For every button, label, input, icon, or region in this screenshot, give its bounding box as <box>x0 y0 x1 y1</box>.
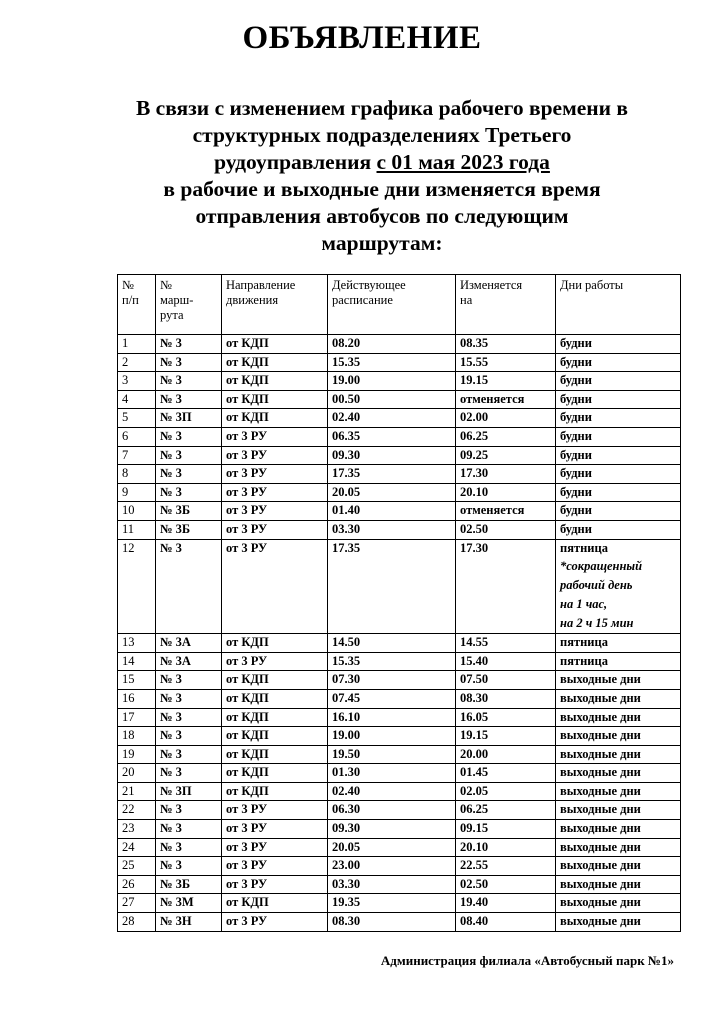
table-row <box>118 372 681 391</box>
cell-new-time: 17.30 <box>456 539 556 634</box>
cell-new-time: 19.15 <box>456 372 556 391</box>
cell-number: 22 <box>118 801 156 820</box>
table-row <box>118 913 681 932</box>
cell-current-time: 14.50 <box>328 634 456 653</box>
cell-new-time: 22.55 <box>456 857 556 876</box>
cell-new-time: 02.00 <box>456 409 556 428</box>
cell-route: № 3 <box>156 671 222 690</box>
cell-route: № 3 <box>156 483 222 502</box>
cell-new-time: 06.25 <box>456 427 556 446</box>
cell-direction: от 3 РУ <box>222 913 328 932</box>
cell-number: 7 <box>118 446 156 465</box>
cell-number: 21 <box>118 782 156 801</box>
cell-route: № 3 <box>156 764 222 783</box>
cell-route: № 3 <box>156 689 222 708</box>
cell-direction: от 3 РУ <box>222 838 328 857</box>
cell-direction: от КДП <box>222 353 328 372</box>
shortened-day-note: на 1 час, <box>560 597 608 612</box>
cell-workdays: выходные дни <box>556 894 681 913</box>
cell-current-time: 01.40 <box>328 502 456 521</box>
cell-number: 6 <box>118 427 156 446</box>
cell-direction: от 3 РУ <box>222 820 328 839</box>
cell-route: № 3 <box>156 857 222 876</box>
cell-route: № 3А <box>156 634 222 653</box>
cell-route: № 3 <box>156 390 222 409</box>
cell-workdays: будни <box>556 446 681 465</box>
cell-number: 19 <box>118 745 156 764</box>
cell-workdays: будни <box>556 465 681 484</box>
cell-route: № 3 <box>156 838 222 857</box>
cell-number: 26 <box>118 875 156 894</box>
table-row <box>118 634 681 653</box>
cell-current-time: 07.30 <box>328 671 456 690</box>
cell-new-time: 01.45 <box>456 764 556 783</box>
signature-footer: Администрация филиала «Автобусный парк №1» <box>380 953 674 968</box>
cell-new-time: 06.25 <box>456 801 556 820</box>
cell-current-time: 01.30 <box>328 764 456 783</box>
cell-route: № 3Б <box>156 520 222 539</box>
cell-direction: от 3 РУ <box>222 875 328 894</box>
cell-direction: от КДП <box>222 372 328 391</box>
cell-new-time: 08.35 <box>456 335 556 354</box>
table-row <box>118 857 681 876</box>
cell-current-time: 19.00 <box>328 372 456 391</box>
cell-number: 15 <box>118 671 156 690</box>
cell-current-time: 08.30 <box>328 913 456 932</box>
cell-workdays: выходные дни <box>556 857 681 876</box>
cell-route: № 3П <box>156 409 222 428</box>
table-row <box>118 875 681 894</box>
cell-number: 24 <box>118 838 156 857</box>
cell-direction: от 3 РУ <box>222 801 328 820</box>
cell-new-time: 15.55 <box>456 353 556 372</box>
shortened-day-note: *сокращенный <box>560 559 643 574</box>
cell-direction: от КДП <box>222 782 328 801</box>
cell-number: 9 <box>118 483 156 502</box>
cell-new-time: 17.30 <box>456 465 556 484</box>
cell-direction: от 3 РУ <box>222 427 328 446</box>
cell-new-time: 20.00 <box>456 745 556 764</box>
cell-new-time: 16.05 <box>456 708 556 727</box>
cell-workdays: будни <box>556 353 681 372</box>
cell-workdays: выходные дни <box>556 727 681 746</box>
header-number: № п/п <box>118 275 156 335</box>
table-row <box>118 427 681 446</box>
cell-current-time: 23.00 <box>328 857 456 876</box>
table-row <box>118 894 681 913</box>
cell-workdays: выходные дни <box>556 782 681 801</box>
cell-workdays: будни <box>556 335 681 354</box>
header-changed-to: Изменяется на <box>456 275 556 335</box>
cell-current-time: 15.35 <box>328 353 456 372</box>
cell-route: № 3 <box>156 708 222 727</box>
cell-number: 1 <box>118 335 156 354</box>
cell-workdays: выходные дни <box>556 838 681 857</box>
table-body <box>118 335 681 932</box>
cell-workdays: выходные дни <box>556 913 681 932</box>
header-direction: Направление движения <box>222 275 328 335</box>
cell-route: № 3М <box>156 894 222 913</box>
cell-route: № 3Б <box>156 875 222 894</box>
cell-route: № 3 <box>156 427 222 446</box>
cell-direction: от КДП <box>222 764 328 783</box>
cell-direction: от КДП <box>222 390 328 409</box>
cell-workdays: пятница <box>556 634 681 653</box>
cell-number: 20 <box>118 764 156 783</box>
cell-current-time: 08.20 <box>328 335 456 354</box>
cell-route: № 3 <box>156 446 222 465</box>
cell-new-time: 09.25 <box>456 446 556 465</box>
cell-route: № 3 <box>156 372 222 391</box>
cell-new-time: отменяется <box>456 502 556 521</box>
cell-current-time: 02.40 <box>328 409 456 428</box>
cell-number: 17 <box>118 708 156 727</box>
cell-number: 18 <box>118 727 156 746</box>
cell-direction: от КДП <box>222 745 328 764</box>
header-workdays: Дни работы <box>556 275 681 335</box>
cell-new-time: 08.40 <box>456 913 556 932</box>
cell-new-time: 19.15 <box>456 727 556 746</box>
intro-line: В связи с изменением графика рабочего времени в <box>135 96 629 120</box>
intro-line: отправления автобусов по следующим <box>195 204 569 228</box>
cell-direction: от КДП <box>222 727 328 746</box>
cell-new-time: 02.50 <box>456 520 556 539</box>
cell-workdays: пятница <box>556 652 681 671</box>
cell-route: № 3 <box>156 820 222 839</box>
intro-line-part: рудоуправления <box>214 150 377 174</box>
cell-new-time: 19.40 <box>456 894 556 913</box>
cell-number: 11 <box>118 520 156 539</box>
shortened-day-note: рабочий день <box>560 578 633 593</box>
cell-route: № 3 <box>156 745 222 764</box>
cell-number: 28 <box>118 913 156 932</box>
cell-new-time: 08.30 <box>456 689 556 708</box>
table-row <box>118 465 681 484</box>
cell-workdays: выходные дни <box>556 689 681 708</box>
cell-number: 10 <box>118 502 156 521</box>
cell-current-time: 03.30 <box>328 520 456 539</box>
cell-number: 12 <box>118 539 156 634</box>
schedule-table <box>117 274 681 932</box>
cell-new-time: 07.50 <box>456 671 556 690</box>
table-row <box>118 353 681 372</box>
cell-route: № 3Б <box>156 502 222 521</box>
cell-current-time: 09.30 <box>328 820 456 839</box>
cell-current-time: 17.35 <box>328 465 456 484</box>
cell-workdays-label: пятница <box>560 540 608 555</box>
table-row <box>118 782 681 801</box>
cell-number: 2 <box>118 353 156 372</box>
page-title: ОБЪЯВЛЕНИЕ <box>242 20 482 56</box>
cell-workdays: будни <box>556 483 681 502</box>
cell-new-time: 20.10 <box>456 838 556 857</box>
cell-new-time: 14.55 <box>456 634 556 653</box>
cell-number: 3 <box>118 372 156 391</box>
cell-number: 16 <box>118 689 156 708</box>
cell-workdays: будни <box>556 520 681 539</box>
intro-line <box>80 149 684 176</box>
cell-workdays: выходные дни <box>556 764 681 783</box>
cell-workdays: выходные дни <box>556 875 681 894</box>
cell-direction: от 3 РУ <box>222 520 328 539</box>
cell-current-time: 19.50 <box>328 745 456 764</box>
cell-direction: от КДП <box>222 708 328 727</box>
cell-workdays: выходные дни <box>556 708 681 727</box>
cell-current-time: 03.30 <box>328 875 456 894</box>
table-row <box>118 745 681 764</box>
cell-workdays: будни <box>556 427 681 446</box>
cell-direction: от КДП <box>222 671 328 690</box>
cell-new-time: 02.05 <box>456 782 556 801</box>
intro-line: маршрутам: <box>321 231 443 255</box>
cell-new-time: 09.15 <box>456 820 556 839</box>
effective-date: с 01 мая 2023 года <box>376 150 550 174</box>
cell-number: 14 <box>118 652 156 671</box>
cell-current-time: 17.35 <box>328 539 456 634</box>
cell-new-time: 20.10 <box>456 483 556 502</box>
cell-route: № 3А <box>156 652 222 671</box>
cell-current-time: 09.30 <box>328 446 456 465</box>
cell-direction: от КДП <box>222 634 328 653</box>
cell-route: № 3Н <box>156 913 222 932</box>
table-header-row <box>118 275 681 335</box>
cell-current-time: 20.05 <box>328 838 456 857</box>
cell-current-time: 20.05 <box>328 483 456 502</box>
table-row <box>118 446 681 465</box>
cell-route: № 3 <box>156 353 222 372</box>
table-row <box>118 539 681 634</box>
table-row <box>118 727 681 746</box>
cell-number: 23 <box>118 820 156 839</box>
cell-current-time: 19.00 <box>328 727 456 746</box>
table-row <box>118 483 681 502</box>
intro-line: в рабочие и выходные дни изменяется время <box>163 177 601 201</box>
cell-direction: от 3 РУ <box>222 857 328 876</box>
cell-new-time: 02.50 <box>456 875 556 894</box>
table-row <box>118 652 681 671</box>
cell-route: № 3П <box>156 782 222 801</box>
cell-current-time: 02.40 <box>328 782 456 801</box>
cell-workdays: будни <box>556 409 681 428</box>
cell-direction: от 3 РУ <box>222 652 328 671</box>
cell-current-time: 06.30 <box>328 801 456 820</box>
cell-direction: от 3 РУ <box>222 483 328 502</box>
cell-new-time: 15.40 <box>456 652 556 671</box>
cell-number: 25 <box>118 857 156 876</box>
table-row <box>118 390 681 409</box>
cell-route: № 3 <box>156 801 222 820</box>
cell-workdays: выходные дни <box>556 745 681 764</box>
table-row <box>118 520 681 539</box>
cell-workdays: выходные дни <box>556 801 681 820</box>
cell-workdays: будни <box>556 390 681 409</box>
cell-route: № 3 <box>156 727 222 746</box>
table-row <box>118 689 681 708</box>
table-row <box>118 801 681 820</box>
cell-workdays: выходные дни <box>556 820 681 839</box>
header-route: № марш- рута <box>156 275 222 335</box>
table-row <box>118 764 681 783</box>
cell-new-time: отменяется <box>456 390 556 409</box>
cell-number: 8 <box>118 465 156 484</box>
cell-current-time: 16.10 <box>328 708 456 727</box>
cell-number: 4 <box>118 390 156 409</box>
cell-workdays: будни <box>556 372 681 391</box>
cell-direction: от 3 РУ <box>222 465 328 484</box>
cell-direction: от КДП <box>222 894 328 913</box>
cell-direction: от 3 РУ <box>222 502 328 521</box>
cell-route: № 3 <box>156 465 222 484</box>
cell-route: № 3 <box>156 539 222 634</box>
cell-direction: от 3 РУ <box>222 446 328 465</box>
cell-workdays: будни <box>556 502 681 521</box>
cell-number: 13 <box>118 634 156 653</box>
table-row <box>118 820 681 839</box>
cell-current-time: 15.35 <box>328 652 456 671</box>
table-row <box>118 409 681 428</box>
shortened-day-note: на 2 ч 15 мин <box>560 616 634 631</box>
table-row <box>118 671 681 690</box>
cell-workdays <box>556 539 681 634</box>
cell-current-time: 19.35 <box>328 894 456 913</box>
cell-current-time: 07.45 <box>328 689 456 708</box>
cell-number: 5 <box>118 409 156 428</box>
cell-direction: от КДП <box>222 335 328 354</box>
cell-current-time: 00.50 <box>328 390 456 409</box>
cell-direction: от КДП <box>222 409 328 428</box>
table-row <box>118 708 681 727</box>
cell-route: № 3 <box>156 335 222 354</box>
cell-direction: от КДП <box>222 689 328 708</box>
table-row <box>118 838 681 857</box>
table-row <box>118 502 681 521</box>
intro-line: структурных подразделениях Третьего <box>192 123 572 147</box>
cell-workdays: выходные дни <box>556 671 681 690</box>
announcement-intro <box>80 95 684 257</box>
table-row <box>118 335 681 354</box>
cell-direction: от 3 РУ <box>222 539 328 634</box>
cell-current-time: 06.35 <box>328 427 456 446</box>
header-current-schedule: Действующее расписание <box>328 275 456 335</box>
cell-number: 27 <box>118 894 156 913</box>
